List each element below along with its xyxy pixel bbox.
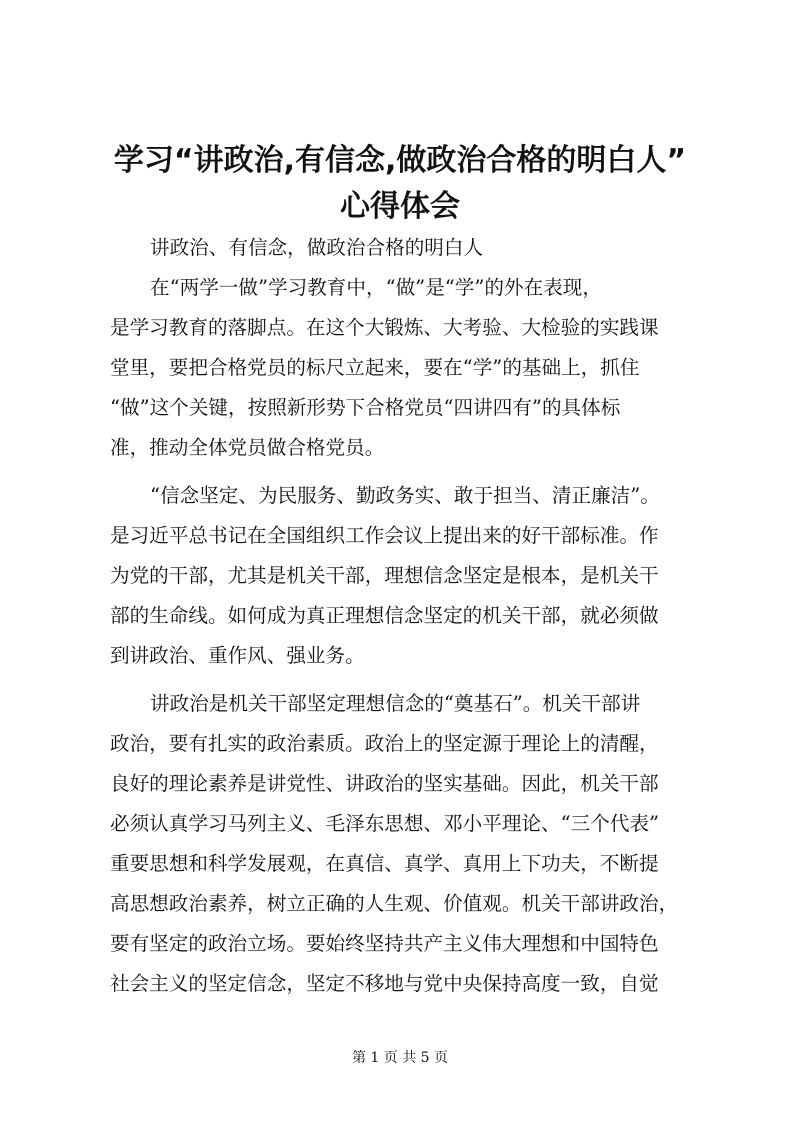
paragraph-2-line-5: 准，推动全体党员做合格党员。 (110, 436, 385, 459)
paragraph-4-line-7: 要有坚定的政治立场。要始终坚持共产主义伟大理想和中国特色 (110, 932, 659, 955)
paragraph-4-line-3: 良好的理论素养是讲党性、讲政治的坚实基础。因此，机关干部 (110, 772, 659, 795)
paragraph-1-line-1: 讲政治、有信念，做政治合格的明白人 (150, 236, 484, 259)
paragraph-4-line-1: 讲政治是机关干部坚定理想信念的“奠基石”。机关干部讲 (150, 692, 641, 715)
paragraph-3-line-4: 部的生命线。如何成为真正理想信念坚定的机关干部，就必须做 (110, 604, 659, 627)
paragraph-3-line-2: 是习近平总书记在全国组织工作会议上提出来的好干部标准。作 (110, 524, 659, 547)
document-title (100, 138, 700, 230)
paragraph-2-line-4: “做”这个关键，按照新形势下合格党员“四讲四有”的具体标 (110, 396, 621, 419)
paragraph-2-line-2: 是学习教育的落脚点。在这个大锻炼、大考验、大检验的实践课 (110, 316, 659, 339)
page-number: 第 1 页 共 5 页 (351, 1050, 449, 1066)
paragraph-4-line-5: 重要思想和科学发展观，在真信、真学、真用上下功夫，不断提 (110, 852, 659, 875)
title-line-2: 心得体会 (340, 189, 460, 224)
paragraph-3-line-5: 到讲政治、重作风、强业务。 (110, 644, 365, 667)
paragraph-4-line-2: 政治，要有扎实的政治素质。政治上的坚定源于理论上的清醒， (110, 732, 659, 755)
paragraph-3-line-3: 为党的干部，尤其是机关干部，理想信念坚定是根本，是机关干 (110, 564, 659, 587)
paragraph-3-line-1: “信念坚定、为民服务、勤政务实、敢于担当、清正廉洁”。 (150, 484, 660, 507)
paragraph-4-line-4: 必须认真学习马列主义、毛泽东思想、邓小平理论、“三个代表” (110, 812, 660, 835)
paragraph-4-line-8: 社会主义的坚定信念，坚定不移地与党中央保持高度一致，自觉 (110, 972, 659, 995)
paragraph-4-line-6: 高思想政治素养，树立正确的人生观、价值观。机关干部讲政治， (110, 892, 679, 915)
paragraph-2-line-3: 堂里，要把合格党员的标尺立起来，要在“学”的基础上，抓住 (110, 356, 640, 379)
page-footer (0, 1048, 800, 1068)
paragraph-2-line-1: 在“两学一做”学习教育中，“做”是“学”的外在表现， (150, 276, 602, 299)
title-line-1: 学习“讲政治,有信念,做政治合格的明白人” (113, 143, 687, 178)
document-body (110, 228, 710, 1004)
